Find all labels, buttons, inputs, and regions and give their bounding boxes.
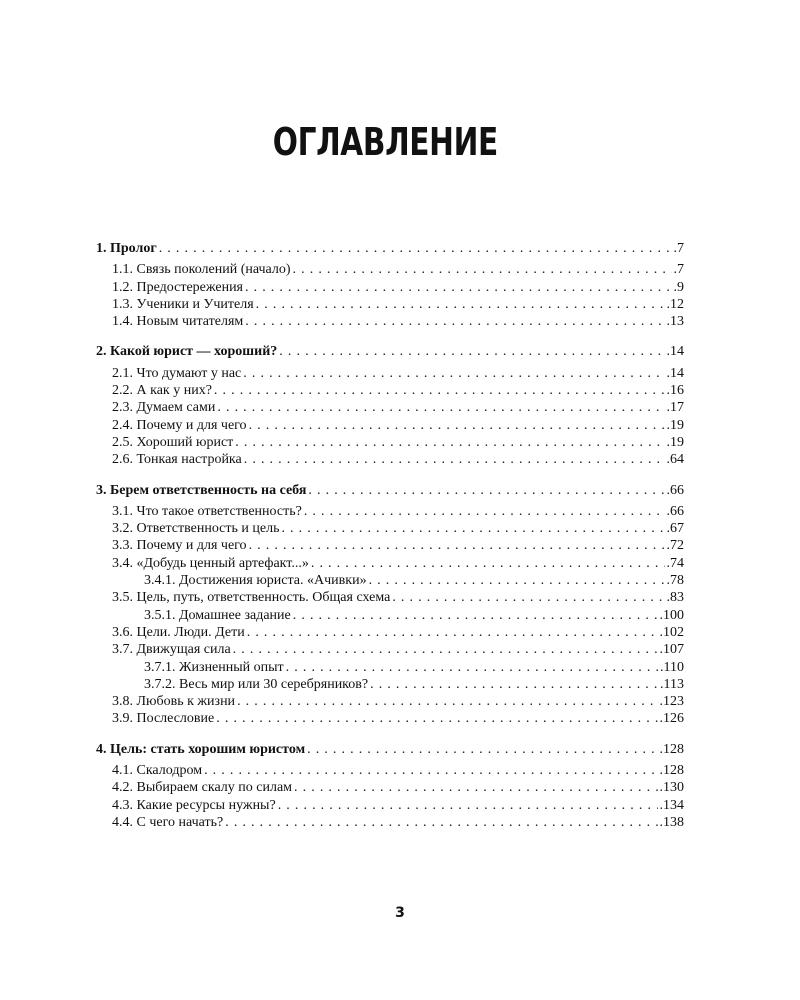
toc-entry-page: .7 [673, 262, 684, 278]
toc-entry-title: 3.6. Цели. Люди. Дети [112, 624, 245, 640]
toc-chapter [96, 482, 684, 499]
toc-entry-page: .78 [666, 573, 684, 589]
toc-entry-title: 1.3. Ученики и Учителя [112, 296, 254, 312]
toc-entry-page: .102 [659, 624, 684, 640]
toc-entry-page: .128 [659, 763, 684, 779]
dot-leader [249, 537, 665, 554]
dot-leader [244, 451, 665, 468]
dot-leader [237, 693, 657, 710]
toc-chapter [96, 343, 684, 360]
toc-entry-page: .83 [666, 590, 684, 606]
dot-leader [370, 676, 658, 693]
toc-entry-page: .128 [659, 741, 684, 757]
toc-entry-page: .19 [666, 417, 684, 433]
toc-chapter-group [96, 240, 684, 330]
toc-subsection [96, 365, 684, 382]
toc-entry-page: .12 [666, 296, 684, 312]
dot-leader [286, 659, 658, 676]
toc-entry-page: .134 [659, 797, 684, 813]
toc-entry-page: .14 [666, 344, 684, 360]
toc-entry-title: 4.2. Выбираем скалу по силам [112, 780, 293, 796]
dot-leader [279, 343, 664, 360]
toc-subsection [96, 710, 684, 727]
toc-subsubsection [96, 572, 684, 589]
dot-leader [214, 382, 665, 399]
toc-entry-title: 2.6. Тонкая настройка [112, 452, 242, 468]
dot-leader [256, 296, 665, 313]
toc-entry-title: 3.7.2. Весь мир или 30 серебряников? [144, 676, 369, 692]
dot-leader [225, 814, 657, 831]
toc-entry-page: .9 [673, 279, 684, 295]
toc-subsection [96, 279, 684, 296]
toc-entry-page: .16 [666, 383, 684, 399]
dot-leader [245, 279, 672, 296]
toc-chapter [96, 240, 684, 257]
toc-subsection [96, 624, 684, 641]
dot-leader [216, 710, 657, 727]
toc-entry-page: .66 [666, 482, 684, 498]
dot-leader [278, 797, 658, 814]
toc-entry-page: .107 [659, 642, 684, 658]
toc-subsection [96, 399, 684, 416]
toc-entry-title: 3.2. Ответственность и цель [112, 521, 280, 537]
toc-subsection [96, 693, 684, 710]
dot-leader [369, 572, 665, 589]
toc-entry-title: 2.1. Что думают у нас [112, 365, 242, 381]
dot-leader [217, 399, 664, 416]
toc-entry-page: .66 [666, 503, 684, 519]
toc-subsection [96, 520, 684, 537]
dot-leader [293, 261, 672, 278]
toc-entry-title: 3.3. Почему и для чего [112, 538, 247, 554]
toc-entry-page: .110 [660, 659, 684, 675]
dot-leader [243, 365, 664, 382]
toc-entry-title: 1.2. Предостережения [112, 279, 243, 295]
toc-subsection [96, 555, 684, 572]
toc-subsection [96, 797, 684, 814]
toc-entry-title: 3.5.1. Домашнее задание [144, 607, 291, 623]
toc-subsubsection [96, 676, 684, 693]
dot-leader [247, 624, 658, 641]
toc-entry-page: .113 [660, 676, 684, 692]
toc-subsection [96, 417, 684, 434]
toc-chapter-group [96, 482, 684, 728]
toc-entry-title: 2.2. А как у них? [112, 383, 212, 399]
dot-leader [235, 434, 664, 451]
dot-leader [304, 503, 665, 520]
toc-entry-title: 1.1. Связь поколений (начало) [112, 262, 291, 278]
toc-entry-page: .126 [659, 711, 684, 727]
toc-entry-title: 3.7. Движущая сила [112, 642, 231, 658]
toc-entry-title: 2.5. Хороший юрист [112, 434, 234, 450]
toc-entry-page: .74 [666, 555, 684, 571]
dot-leader [281, 520, 664, 537]
toc-entry-title: 4.4. С чего начать? [112, 814, 224, 830]
toc-entry-title: 2.4. Почему и для чего [112, 417, 247, 433]
toc-entry-page: .100 [659, 607, 684, 623]
dot-leader [233, 641, 658, 658]
toc-entry-page: .130 [659, 780, 684, 796]
toc-entry-page: .7 [673, 241, 684, 256]
toc-subsection [96, 434, 684, 451]
toc-entry-title: 3. Берем ответственность на себя [96, 482, 307, 498]
dot-leader [245, 313, 664, 330]
dot-leader [308, 482, 664, 499]
dot-leader [294, 779, 657, 796]
table-of-contents [96, 240, 684, 844]
dot-leader [249, 417, 665, 434]
toc-subsection [96, 779, 684, 796]
toc-entry-page: .17 [666, 400, 684, 416]
toc-subsection [96, 382, 684, 399]
toc-subsection [96, 762, 684, 779]
toc-entry-title: 3.7.1. Жизненный опыт [144, 659, 284, 675]
toc-subsection [96, 451, 684, 468]
toc-entry-page: .19 [666, 434, 684, 450]
toc-subsection [96, 641, 684, 658]
toc-entry-title: 4.3. Какие ресурсы нужны? [112, 797, 276, 813]
toc-entry-title: 3.8. Любовь к жизни [112, 694, 236, 710]
toc-entry-title: 2.3. Думаем сами [112, 400, 216, 416]
toc-entry-page: .67 [666, 521, 684, 537]
toc-entry-title: 4. Цель: стать хорошим юристом [96, 741, 306, 757]
toc-entry-title: 3.4.1. Достижения юриста. «Ачивки» [144, 573, 367, 589]
toc-entry-page: .14 [666, 365, 684, 381]
toc-subsection [96, 814, 684, 831]
toc-subsection [96, 296, 684, 313]
dot-leader [204, 762, 657, 779]
toc-subsection [96, 589, 684, 606]
toc-subsection [96, 261, 684, 278]
dot-leader [307, 741, 657, 758]
page-number: 3 [395, 905, 405, 921]
toc-subsubsection [96, 607, 684, 624]
toc-entry-page: .13 [666, 314, 684, 330]
dot-leader [311, 555, 665, 572]
toc-entry-title: 3.1. Что такое ответственность? [112, 503, 302, 519]
toc-subsection [96, 503, 684, 520]
toc-chapter-group [96, 343, 684, 468]
toc-entry-page: .64 [666, 452, 684, 468]
toc-entry-title: 1.4. Новым читателям [112, 314, 244, 330]
dot-leader [159, 240, 672, 257]
toc-entry-page: .138 [659, 814, 684, 830]
page-title: ОГЛАВЛЕНИЕ [272, 120, 498, 164]
dot-leader [392, 589, 664, 606]
dot-leader [293, 607, 658, 624]
toc-entry-title: 3.4. «Добудь ценный артефакт...» [112, 555, 309, 571]
toc-entry-title: 3.9. Послесловие [112, 711, 215, 727]
toc-subsubsection [96, 659, 684, 676]
toc-entry-page: .123 [659, 694, 684, 710]
toc-subsection [96, 313, 684, 330]
toc-chapter-group [96, 741, 684, 831]
toc-entry-title: 1. Пролог [96, 241, 157, 256]
toc-entry-page: .72 [666, 538, 684, 554]
toc-entry-title: 3.5. Цель, путь, ответственность. Общая схема [112, 590, 391, 606]
toc-entry-title: 4.1. Скалодром [112, 763, 203, 779]
toc-entry-title: 2. Какой юрист — хороший? [96, 344, 278, 360]
toc-subsection [96, 537, 684, 554]
toc-chapter [96, 741, 684, 758]
